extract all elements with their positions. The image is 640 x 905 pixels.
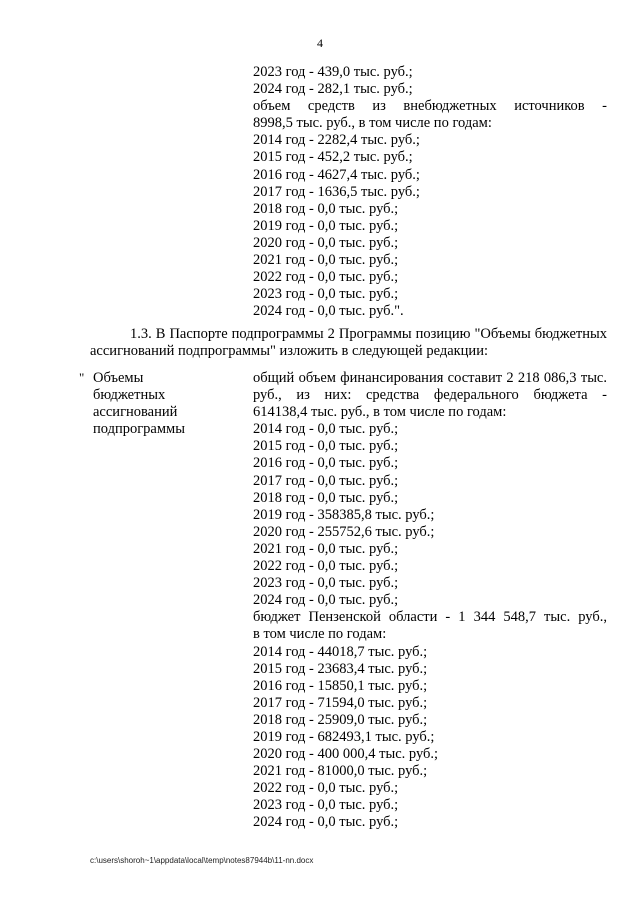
list-item: 2017 год - 0,0 тыс. руб.; [253,472,399,489]
list-item: 2022 год - 0,0 тыс. руб.; [253,269,399,286]
list-item: 2019 год - 682493,1 тыс. руб.; [253,728,435,745]
list-item: 2024 год - 282,1 тыс. руб.; [253,81,413,98]
list-item: руб., из них: средства федерального бюджета - [253,387,607,404]
list-item: 2022 год - 0,0 тыс. руб.; [253,780,399,797]
list-item: 2021 год - 0,0 тыс. руб.; [253,252,399,269]
label-line: бюджетных [93,387,166,404]
list-item: 2016 год - 0,0 тыс. руб.; [253,455,399,472]
list-item: бюджет Пензенской области - 1 344 548,7 тыс. руб., [253,609,607,626]
amendment-paragraph [90,326,607,360]
page-number: 4 [317,36,323,50]
list-item: 2016 год - 15850,1 тыс. руб.; [253,677,428,694]
list-item: 2017 год - 1636,5 тыс. руб.; [253,183,420,200]
list-item: 2017 год - 71594,0 тыс. руб.; [253,694,428,711]
list-item: 2018 год - 25909,0 тыс. руб.; [253,711,428,728]
list-item: 2016 год - 4627,4 тыс. руб.; [253,166,420,183]
list-item: в том числе по годам: [253,626,387,643]
list-item: 2015 год - 452,2 тыс. руб.; [253,149,413,166]
list-item: 2024 год - 0,0 тыс. руб.; [253,814,399,831]
label-line: Объемы [93,370,144,386]
list-item: 614138,4 тыс. руб., в том числе по годам: [253,404,507,421]
list-item: 2014 год - 0,0 тыс. руб.; [253,421,399,438]
list-item: 2022 год - 0,0 тыс. руб.; [253,558,399,575]
list-item: 2020 год - 0,0 тыс. руб.; [253,234,399,251]
list-item: 2019 год - 358385,8 тыс. руб.; [253,506,435,523]
top-funding-list [253,64,607,320]
label-line: подпрограммы [93,421,185,438]
list-item: 2020 год - 400 000,4 тыс. руб.; [253,746,439,763]
list-item: 2023 год - 0,0 тыс. руб.; [253,797,399,814]
list-item: 2024 год - 0,0 тыс. руб.". [253,303,404,320]
list-item: 2015 год - 0,0 тыс. руб.; [253,438,399,455]
list-item: 2018 год - 0,0 тыс. руб.; [253,200,399,217]
list-item: 2023 год - 439,0 тыс. руб.; [253,64,413,80]
list-item: 2021 год - 0,0 тыс. руб.; [253,540,399,557]
list-item: 2020 год - 255752,6 тыс. руб.; [253,523,435,540]
list-item: 2023 год - 0,0 тыс. руб.; [253,286,399,303]
list-item: 2021 год - 81000,0 тыс. руб.; [253,763,428,780]
label-line: ассигнований [93,404,178,421]
row-label [93,370,243,438]
list-item: 2018 год - 0,0 тыс. руб.; [253,489,399,506]
paragraph-text: 1.3. В Паспорте подпрограммы 2 Программы позицию "Объемы бюджетных ассигнований подпрограммы" изложить в следующей редакции: [90,326,607,359]
list-item: 2024 год - 0,0 тыс. руб.; [253,592,399,609]
list-item: общий объем финансирования составит 2 218 086,3 тыс. [253,370,607,386]
list-item: 2014 год - 2282,4 тыс. руб.; [253,132,420,149]
list-item: 2023 год - 0,0 тыс. руб.; [253,575,399,592]
list-item: объем средств из внебюджетных источников - [253,98,607,115]
list-item: 2015 год - 23683,4 тыс. руб.; [253,660,428,677]
file-path-footer: c:\users\shoroh~1\appdata\local\temp\notes87944b\11-nn.docx [90,856,314,865]
list-item: 2014 год - 44018,7 тыс. руб.; [253,643,428,660]
list-item: 2019 год - 0,0 тыс. руб.; [253,217,399,234]
opening-quote: " [79,370,85,385]
funding-details [253,370,607,832]
list-item: 8998,5 тыс. руб., в том числе по годам: [253,115,492,132]
